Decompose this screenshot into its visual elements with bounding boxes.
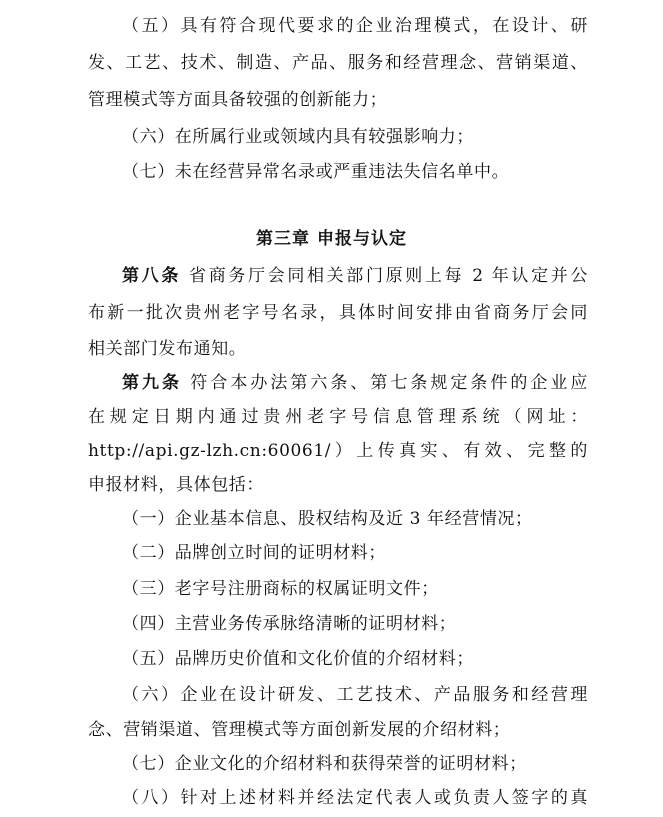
article-text: 符合本办法第六条、第七条规定条件的企业应	[182, 373, 588, 393]
list-item: （二）品牌创立时间的证明材料；	[122, 543, 386, 563]
paragraph-line: 管理模式等方面具备较强的创新能力；	[88, 90, 388, 110]
list-item: （五）品牌历史价值和文化价值的介绍材料；	[122, 649, 474, 669]
chapter-heading: 第三章 申报与认定	[256, 229, 407, 249]
paragraph-line: 相关部门发布通知。	[88, 339, 247, 359]
list-item: （七）企业文化的介绍材料和获得荣誉的证明材料；	[122, 754, 527, 774]
paragraph-line: （七）未在经营异常名录或严重违法失信名单中。	[122, 162, 510, 182]
list-item: （一）企业基本信息、股权结构及近 3 年经营情况；	[122, 509, 533, 529]
article-9-line	[122, 365, 588, 402]
paragraph-line: 申报材料，具体包括：	[88, 475, 264, 495]
article-label: 第九条	[122, 373, 182, 393]
list-item: （三）老字号注册商标的权属证明文件；	[122, 579, 439, 599]
list-item-continuation: 念、营销渠道、管理模式等方面创新发展的介绍材料；	[88, 720, 511, 740]
list-item: （八）针对上述材料并经法定代表人或负责人签字的真	[122, 788, 588, 808]
list-item: （四）主营业务传承脉络清晰的证明材料；	[122, 614, 457, 634]
paragraph-line: 发、工艺、技术、制造、产品、服务和经营理念、营销渠道、	[88, 53, 588, 73]
paragraph-line: （六）在所属行业或领域内具有较强影响力；	[122, 127, 474, 147]
article-8-line	[122, 258, 588, 295]
paragraph-line: 在规定日期内通过贵州老字号信息管理系统（网址：	[88, 407, 588, 427]
article-text: 省商务厅会同相关部门原则上每 2 年认定并公	[180, 266, 589, 286]
paragraph-line: （五）具有符合现代要求的企业治理模式，在设计、研	[122, 16, 588, 36]
article-label: 第八条	[122, 266, 181, 286]
paragraph-line: http://api.gz-lzh.cn:60061/）上传真实、有效、完整的	[88, 441, 588, 461]
paragraph-line: 布新一批次贵州老字号名录，具体时间安排由省商务厅会同	[88, 303, 588, 323]
list-item: （六）企业在设计研发、工艺技术、产品服务和经营理	[122, 685, 588, 705]
